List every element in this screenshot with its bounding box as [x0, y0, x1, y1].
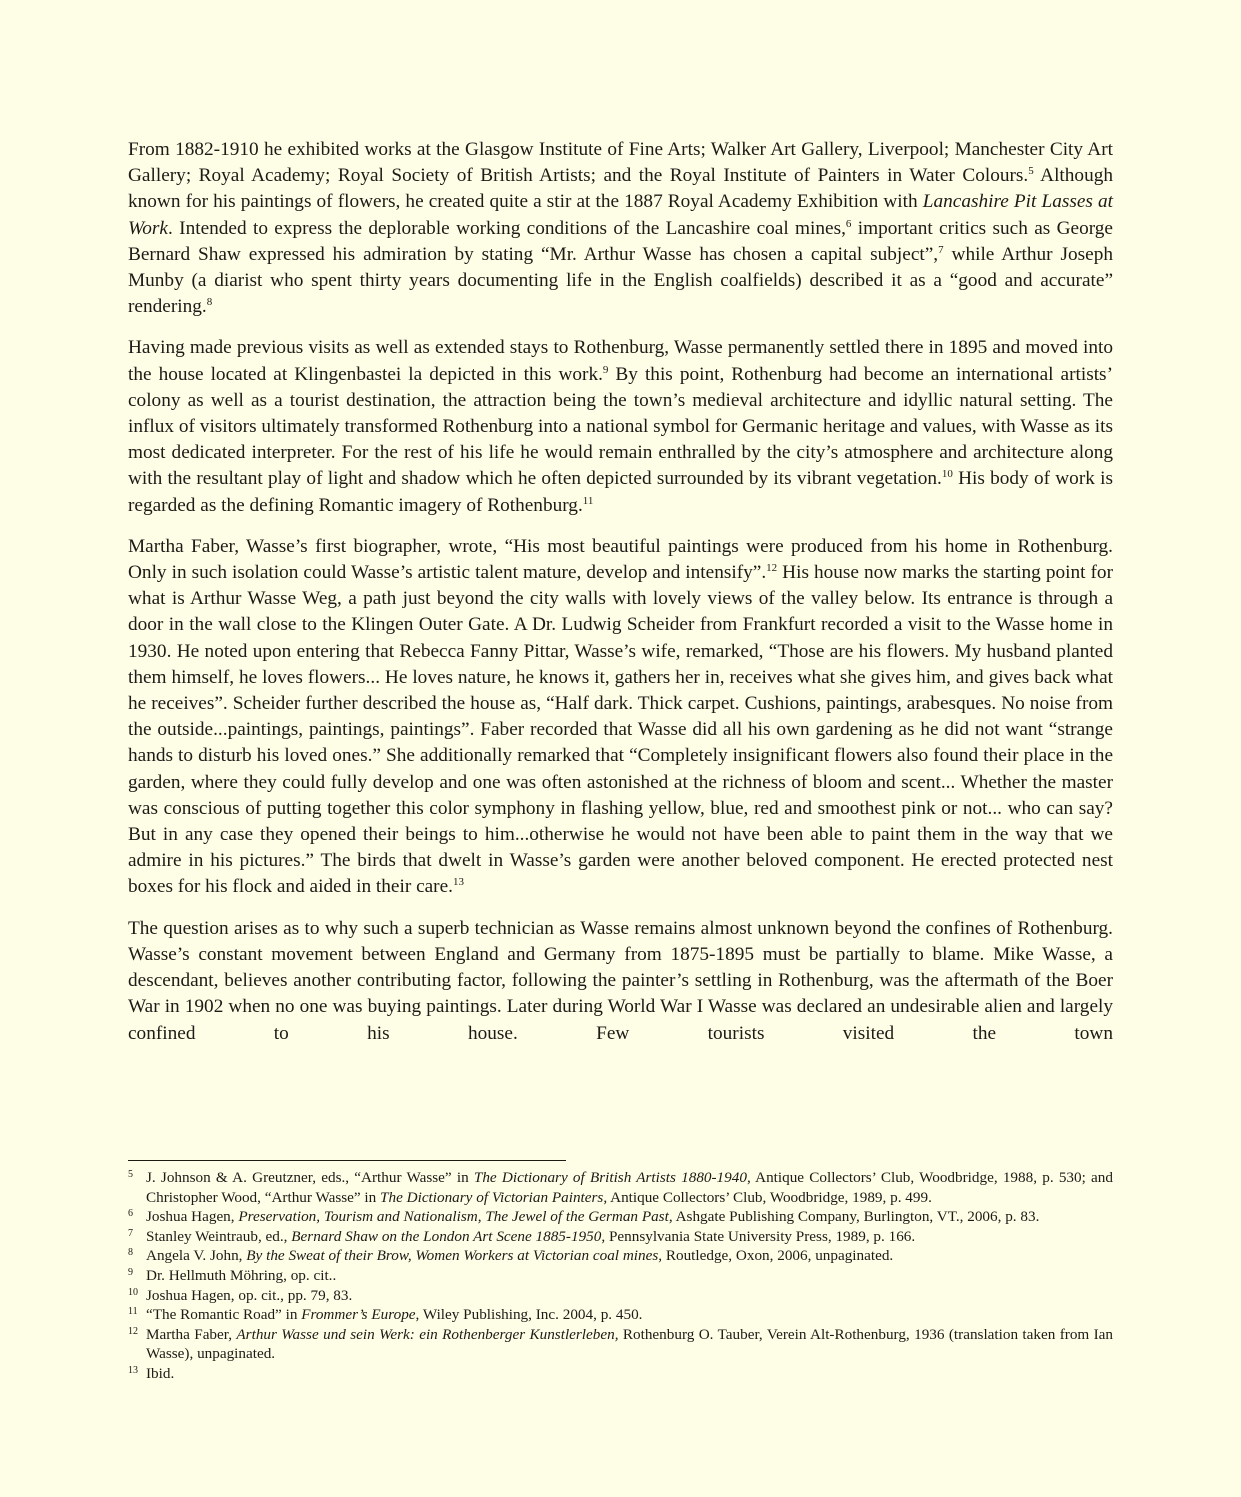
text-run: Routledge, Oxon, 2006, unpaginated.: [662, 1247, 894, 1265]
text-run: Rothenburg O. Tauber, Verein Alt-Rothenburg, 1936 (translation taken from Ian Wasse), unpaginated.: [146, 1325, 1114, 1363]
footnote-divider: [128, 1160, 566, 1161]
italic-title: The Dictionary of Victorian Painters: [380, 1188, 604, 1206]
footnote-number: 11: [128, 1306, 138, 1318]
text-run: The question arises as to why such a superb technician as Wasse remains almost unknown beyond the confines of Rothenburg. Wasse’s constant movement between England and Germany from 1875-1895 must be partially to blame. Mike Wasse, a descendant, believes another contributing factor, following the painter’s settling in Rothenburg, was the aftermath of the Boer War in 1902 when no one was buying paintings. Later during World War I Wasse was declared an undesirable alien and largely confined to his house. Few tourists visited the town: [128, 917, 1113, 1044]
footnote-number: 6: [128, 1208, 133, 1220]
text-run: Ibid.: [146, 1364, 175, 1382]
footnote: [128, 1168, 1113, 1207]
text-run: , Wiley Publishing, Inc. 2004, p. 450.: [415, 1306, 643, 1324]
paragraph: [128, 534, 1113, 901]
footnote: [128, 1207, 1113, 1227]
footnote-reference: 8: [206, 296, 213, 309]
paragraph: [128, 137, 1113, 320]
footnote: [128, 1246, 1113, 1266]
text-run: From 1882-1910 he exhibited works at the Glasgow Institute of Fine Arts; Walker Art Gallery, Liverpool; Manchester City Art Gallery; Royal Academy; Royal Society of British Artists; and the Royal Institute of Painters in Water Colours.: [128, 139, 1113, 187]
footnote-reference: 7: [938, 243, 944, 256]
footnote: [128, 1286, 1113, 1306]
italic-title: Preservation, Tourism and Nationalism, The Jewel of the German Past: [238, 1208, 669, 1226]
paragraph: [128, 335, 1113, 518]
text-run: , Ashgate Publishing Company, Burlington, VT., 2006, p. 83.: [668, 1208, 1040, 1226]
text-run: Although known for his paintings of flowers, he created quite a stir at the 1887 Royal Academy Exhibition with: [128, 165, 1113, 213]
text-run: By this point, Rothenburg had become an international artists’ colony as well as a tourist destination, the attraction being the town’s medieval architecture and idyllic natural setting. The influx of visitors ultimately transformed Rothenburg into a national symbol for Germanic heritage and values, with Wasse as its most dedicated interpreter. For the rest of his life he would remain enthralled by the city’s atmosphere and architecture along with the resultant play of light and shadow which he often depicted surrounded by its vibrant vegetation.: [128, 363, 1113, 490]
italic-title: The Dictionary of British Artists 1880-1940: [473, 1169, 747, 1186]
text-run: Joshua Hagen,: [146, 1208, 239, 1226]
italic-title: By the Sweat of their Brow, Women Workers at Victorian coal mines,: [246, 1247, 663, 1265]
italic-title: Arthur Wasse und sein Werk: ein Rothenberger Kunstlerleben,: [236, 1325, 619, 1343]
footnote-reference: 10: [941, 468, 953, 481]
text-run: Martha Faber, Wasse’s first biographer, wrote, “His most beautiful paintings were produced from his home in Rothenburg. Only in such isolation could Wasse’s artistic talent mature, develop and intensify”.: [128, 535, 1113, 584]
footnote-reference: 13: [453, 876, 464, 889]
footnote-number: 10: [128, 1286, 138, 1298]
text-run: , Antique Collectors’ Club, Woodbridge, 1988, p. 530; and Christopher Wood, “Arthur Wasse” in: [146, 1169, 1113, 1206]
footnote: [128, 1266, 1113, 1286]
footnote: [128, 1305, 1113, 1325]
text-run: Having made previous visits as well as extended stays to Rothenburg, Wasse permanently settled there in 1895 and moved into the house located at Klingenbastei la depicted in this work.: [128, 337, 1113, 385]
text-run: while Arthur Joseph Munby (a diarist who spent thirty years documenting life in the English coalfields) described it as a “good and accurate” rendering.: [128, 243, 1113, 318]
text-run: important critics such as George Bernard Shaw expressed his admiration by stating “Mr. Arthur Wasse has chosen a capital subject”,: [128, 217, 1113, 265]
footnote-number: 9: [128, 1266, 133, 1278]
footnote: [128, 1364, 1113, 1384]
text-run: His body of work is regarded as the defining Romantic imagery of Rothenburg.: [128, 468, 1113, 516]
text-run: Joshua Hagen, op. cit., pp. 79, 83.: [146, 1286, 353, 1304]
paragraph: [128, 916, 1113, 1047]
footnote-reference: 11: [582, 494, 594, 507]
text-run: J. Johnson & A. Greutzner, eds., “Arthur Wasse” in: [146, 1169, 474, 1186]
text-run: Martha Faber,: [146, 1325, 237, 1343]
text-run: . Intended to express the deplorable working conditions of the Lancashire coal mines,: [168, 217, 846, 239]
footnote-number: 12: [128, 1325, 138, 1337]
text-run: , Antique Collectors’ Club, Woodbridge, 1989, p. 499.: [603, 1188, 932, 1206]
text-run: Dr. Hellmuth Möhring, op. cit..: [146, 1266, 337, 1284]
footnote: [128, 1325, 1113, 1364]
footnote-reference: 9: [602, 363, 609, 376]
body-text: [128, 137, 1113, 1062]
footnote-reference: 12: [766, 562, 778, 575]
italic-title: Bernard Shaw on the London Art Scene 1885-1950: [291, 1227, 602, 1245]
footnote-number: 5: [128, 1169, 133, 1180]
footnote-number: 13: [128, 1364, 138, 1376]
text-run: His house now marks the starting point for what is Arthur Wasse Weg, a path just beyond the city walls with lovely views of the valley below. Its entrance is through a door in the wall close to the Klingen Outer Gate. A Dr. Ludwig Scheider from Frankfurt recorded a visit to the Wasse home in 1930. He noted upon entering that Rebecca Fanny Pittar, Wasse’s wife, remarked, “Those are his flowers. My husband planted them himself, he loves flowers... He loves nature, he knows it, gathers her in, receives what she gives him, and gives back what he receives”. Scheider further described the house as, “Half dark. Thick carpet. Cushions, paintings, arabesques. No noise from the outside...paintings, paintings, paintings”. Faber recorded that Wasse did all his own gardening as he did not want “strange hands to disturb his loved ones.” She additionally remarked that “Completely insignificant flowers also found their place in the garden, where they could fully develop and one was often astonished at the richness of bloom and scent... Whether the master was conscious of putting together this color symphony in flashing yellow, blue, red and smoothest pink or not... who can say? But in any case they opened their beings to him...otherwise he would not have been able to paint them in the way that we admire in his pictures.” The birds that dwelt in Wasse’s garden were another beloved component. He erected protected nest boxes for his flock and aided in their care.: [128, 562, 1113, 898]
italic-title: Frommer’s Europe: [301, 1306, 416, 1324]
footnote-reference: 6: [845, 217, 852, 230]
italic-title: Lancashire Pit Lasses at Work: [128, 191, 1114, 239]
text-run: Angela V. John,: [146, 1247, 247, 1265]
text-run: , Pennsylvania State University Press, 1989, p. 166.: [601, 1227, 916, 1245]
footnote-number: 7: [128, 1227, 133, 1239]
text-run: “The Romantic Road” in: [146, 1306, 302, 1324]
text-run: Stanley Weintraub, ed.,: [146, 1227, 292, 1245]
footnote-reference: 5: [1028, 165, 1034, 178]
footnotes: [128, 1168, 1113, 1384]
footnote-number: 8: [128, 1247, 133, 1259]
footnote: [128, 1227, 1113, 1247]
